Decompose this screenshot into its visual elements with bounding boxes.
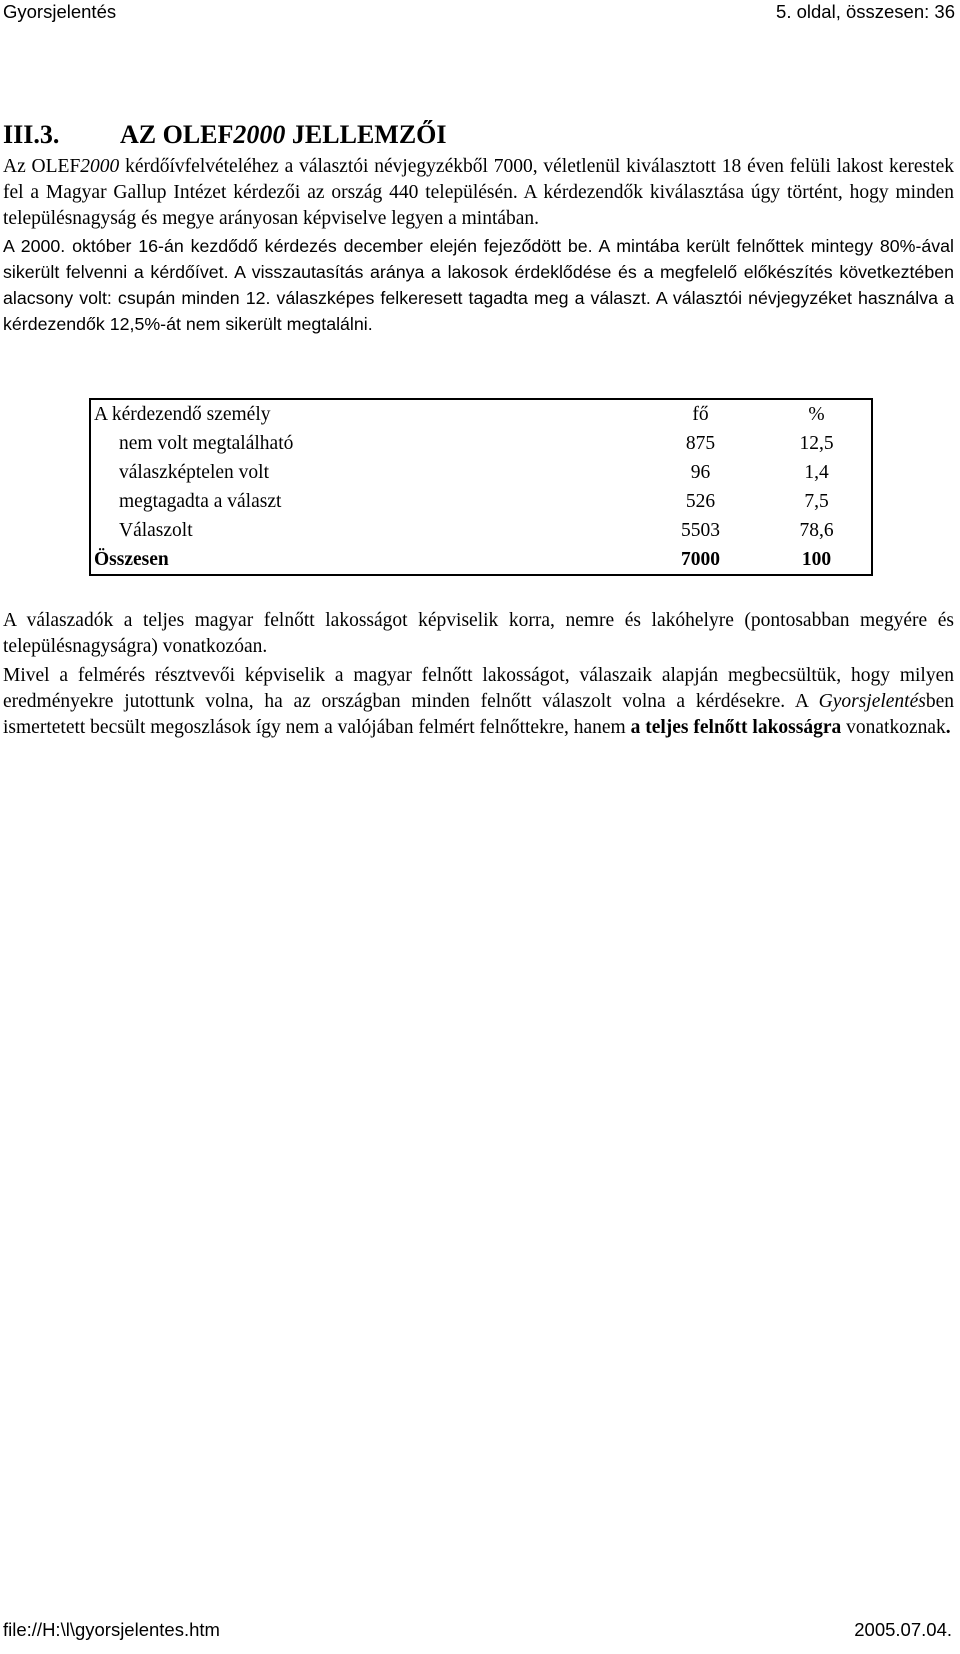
table-header-cell: fő	[692, 403, 709, 425]
table-header-cell: A kérdezendő személy	[94, 403, 271, 425]
table-cell-count: 5503	[681, 519, 720, 541]
paragraph-representation: A válaszadók a teljes magyar felnőtt lakosságot képviselik korra, nemre és lakóhelyre (pontosabban megyére és településnagyságra) vonatkozóan.	[3, 610, 954, 657]
table-row	[90, 487, 872, 516]
table-total-count: 7000	[681, 548, 720, 570]
table-row	[90, 458, 872, 487]
header-title: Gyorsjelentés	[3, 1, 117, 22]
paragraph-sample-text-a: Az OLEF	[3, 156, 81, 177]
table-total-percent: 100	[801, 548, 832, 570]
table-cell-label: Válaszolt	[119, 519, 193, 541]
response-table-wrapper	[89, 398, 873, 578]
table-cell-label: nem volt megtalálható	[119, 432, 294, 454]
section-title-part1: AZ OLEF	[120, 120, 234, 149]
table-cell-count: 875	[685, 432, 716, 454]
table-cell-count: 526	[685, 490, 716, 512]
table-header-row	[90, 399, 872, 429]
paragraph-sample-text-b: kérdőívfelvételéhez a választói névjegyzékből 7000, véletlenül kiválasztott 18 éven felüli lakost kerestek fel a Magyar Gallup Intézet kérdezői az ország 440 településén. A kérdezendők kiválasztása úgy történt, hogy minden településnagyság és megye arányosan képviselve legyen a mintában.	[3, 156, 954, 229]
footer-date: 2005.07.04.	[854, 1619, 952, 1640]
table-cell-percent: 1,4	[804, 461, 829, 483]
table-cell-percent: 78,6	[799, 519, 834, 541]
paragraph-estimation-text-a: Mivel a felmérés résztvevői képviselik a magyar felnőtt lakosságot, válaszaik alapján megbecsültük, hogy milyen eredményekre jutottunk volna, ha az országban minden felnőtt válaszolt volna a kérdésekre. A	[3, 665, 954, 712]
header-page-indicator: 5. oldal, összesen: 36	[776, 1, 955, 22]
response-table	[89, 398, 873, 576]
footer-file-path: file://H:\l\gyorsjelentes.htm	[3, 1619, 220, 1640]
table-cell-label: válaszképtelen volt	[119, 461, 269, 483]
paragraph-estimation-italic: Gyorsjelentés	[818, 691, 926, 712]
table-header-cell: %	[808, 403, 825, 425]
table-cell-percent: 7,5	[804, 490, 829, 512]
section-title-italic: 2000	[233, 120, 286, 149]
section-title	[120, 120, 447, 149]
section-title-part2: JELLEMZŐI	[285, 120, 447, 149]
section-number: III.3.	[3, 120, 60, 149]
paragraph-estimation-text-c: vonatkoznak	[841, 717, 946, 738]
table-row	[90, 429, 872, 458]
paragraph-estimation-period: .	[945, 717, 951, 738]
table-total-row	[90, 545, 872, 575]
paragraph-sample-italic: 2000	[80, 156, 120, 177]
paragraph-estimation	[3, 663, 954, 741]
table-row	[90, 516, 872, 545]
paragraph-estimation-text-b: ben ismertetett becsült megoszlások így nem a valójában felmért felnőttekre, hanem	[3, 691, 954, 738]
paragraph-estimation-bold: a teljes felnőtt lakosságra	[630, 717, 842, 738]
table-total-label: Összesen	[94, 548, 169, 570]
paragraph-fieldwork: A 2000. október 16-án kezdődő kérdezés december elején fejeződött be. A mintába került felnőttek mintegy 80%-ával sikerült felvenni a kérdőívet. A visszautasítás aránya a lakosok érdeklődése és a megfelelő előkészítés következtében alacsony volt: csupán minden 12. válaszképes felkeresett tagadta meg a választ. A választói névjegyzéket használva a kérdezendők 12,5%-át nem sikerült megtalálni.	[3, 236, 954, 334]
paragraph-sample	[3, 154, 954, 232]
table-cell-percent: 12,5	[799, 432, 834, 454]
section-heading	[3, 120, 447, 150]
table-cell-count: 96	[690, 461, 711, 483]
table-cell-label: megtagadta a választ	[119, 490, 282, 512]
